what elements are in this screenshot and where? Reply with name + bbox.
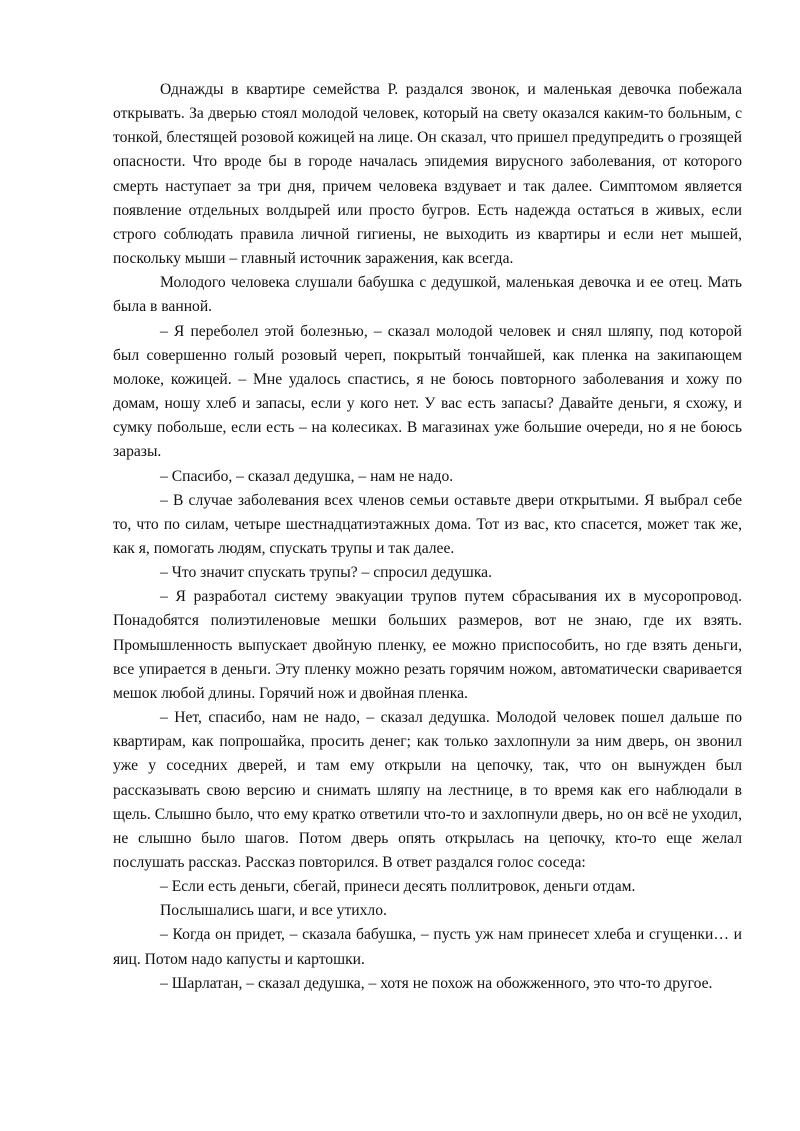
paragraph-3: – Я переболел этой болезнью, – сказал молодой человек и снял шляпу, под которой был совершенно голый розовый череп, покрытый тончайшей, как пленка на закипающем молоке, кожицей. – Мне удалось спастись, я не боюсь повторного заболевания и хожу по домам, ношу хлеб и запасы, если у кого нет. У вас есть запасы? Давайте деньги, я схожу, и сумку побольше, если есть – на колесиках. В магазинах уже большие очереди, но я не боюсь заразы. [113, 322, 742, 461]
paragraph-5: – В случае заболевания всех членов семьи оставьте двери открытыми. Я выбрал себе то, что по силам, четыре шестнадцатиэтажных дома. Тот из вас, кто спасется, может так же, как я, помогать людям, спускать трупы и так далее. [113, 491, 742, 557]
paragraph-8: – Нет, спасибо, нам не надо, – сказал дедушка. Молодой человек пошел дальше по квартирам, как попрошайка, просить денег; как только захлопнули за ним дверь, он звонил уже у соседних дверей, и там ему открыли на цепочку, так, что он вынужден был рассказывать свою версию и снимать шляпу на лестнице, в то время как его наблюдали в щель. Слышно было, что ему кратко ответили что-то и захлопнули дверь, но он всё не уходил, не слышно было шагов. Потом дверь опять открылась на цепочку, кто-то еще желал послушать рассказ. Рассказ повторился. В ответ раздался голос соседа: [113, 709, 742, 871]
paragraph-1: Однажды в квартире семейства Р. раздался звонок, и маленькая девочка побежала открывать. За дверью стоял молодой человек, который на свету оказался каким-то больным, с тонкой, блестящей розовой кожицей на лице. Он сказал, что пришел предупредить о грозящей опасности. Что вроде бы в городе началась эпидемия вирусного заболевания, от которого смерть наступает за три дня, причем человека вздувает и так далее. Симптомом является появление отдельных волдырей или просто бугров. Есть надежда остаться в живых, если строго соблюдать правила личной гигиены, не выходить из квартиры и если нет мышей, поскольку мыши – главный источник заражения, как всегда. [113, 81, 742, 268]
paragraph-6: – Что значит спускать трупы? – спросил дедушка. [160, 564, 492, 582]
paragraph-4: – Спасибо, – сказал дедушка, – нам не надо. [160, 467, 454, 485]
paragraph-9: – Если есть деньги, сбегай, принеси десять поллитровок, деньги отдам. [160, 878, 636, 896]
paragraph-12: – Шарлатан, – сказал дедушка, – хотя не похож на обожженного, это что-то другое. [160, 974, 713, 992]
paragraph-2: Молодого человека слушали бабушка с дедушкой, маленькая девочка и ее отец. Мать была в ванной. [113, 274, 742, 316]
paragraph-10: Послышались шаги, и все утихло. [160, 902, 387, 920]
document-page [113, 78, 742, 996]
paragraph-7: – Я разработал систему эвакуации трупов путем сбрасывания их в мусоропровод. Понадобятся полиэтиленовые мешки больших размеров, вот не знаю, где их взять. Промышленность выпускает двойную пленку, ее можно приспособить, но где взять деньги, все упирается в деньги. Эту пленку можно резать горячим ножом, автоматически сваривается мешок любой длины. Горячий нож и двойная пленка. [113, 588, 742, 702]
paragraph-11: – Когда он придет, – сказала бабушка, – пусть уж нам принесет хлеба и сгущенки… и яиц. Потом надо капусты и картошки. [113, 926, 742, 968]
